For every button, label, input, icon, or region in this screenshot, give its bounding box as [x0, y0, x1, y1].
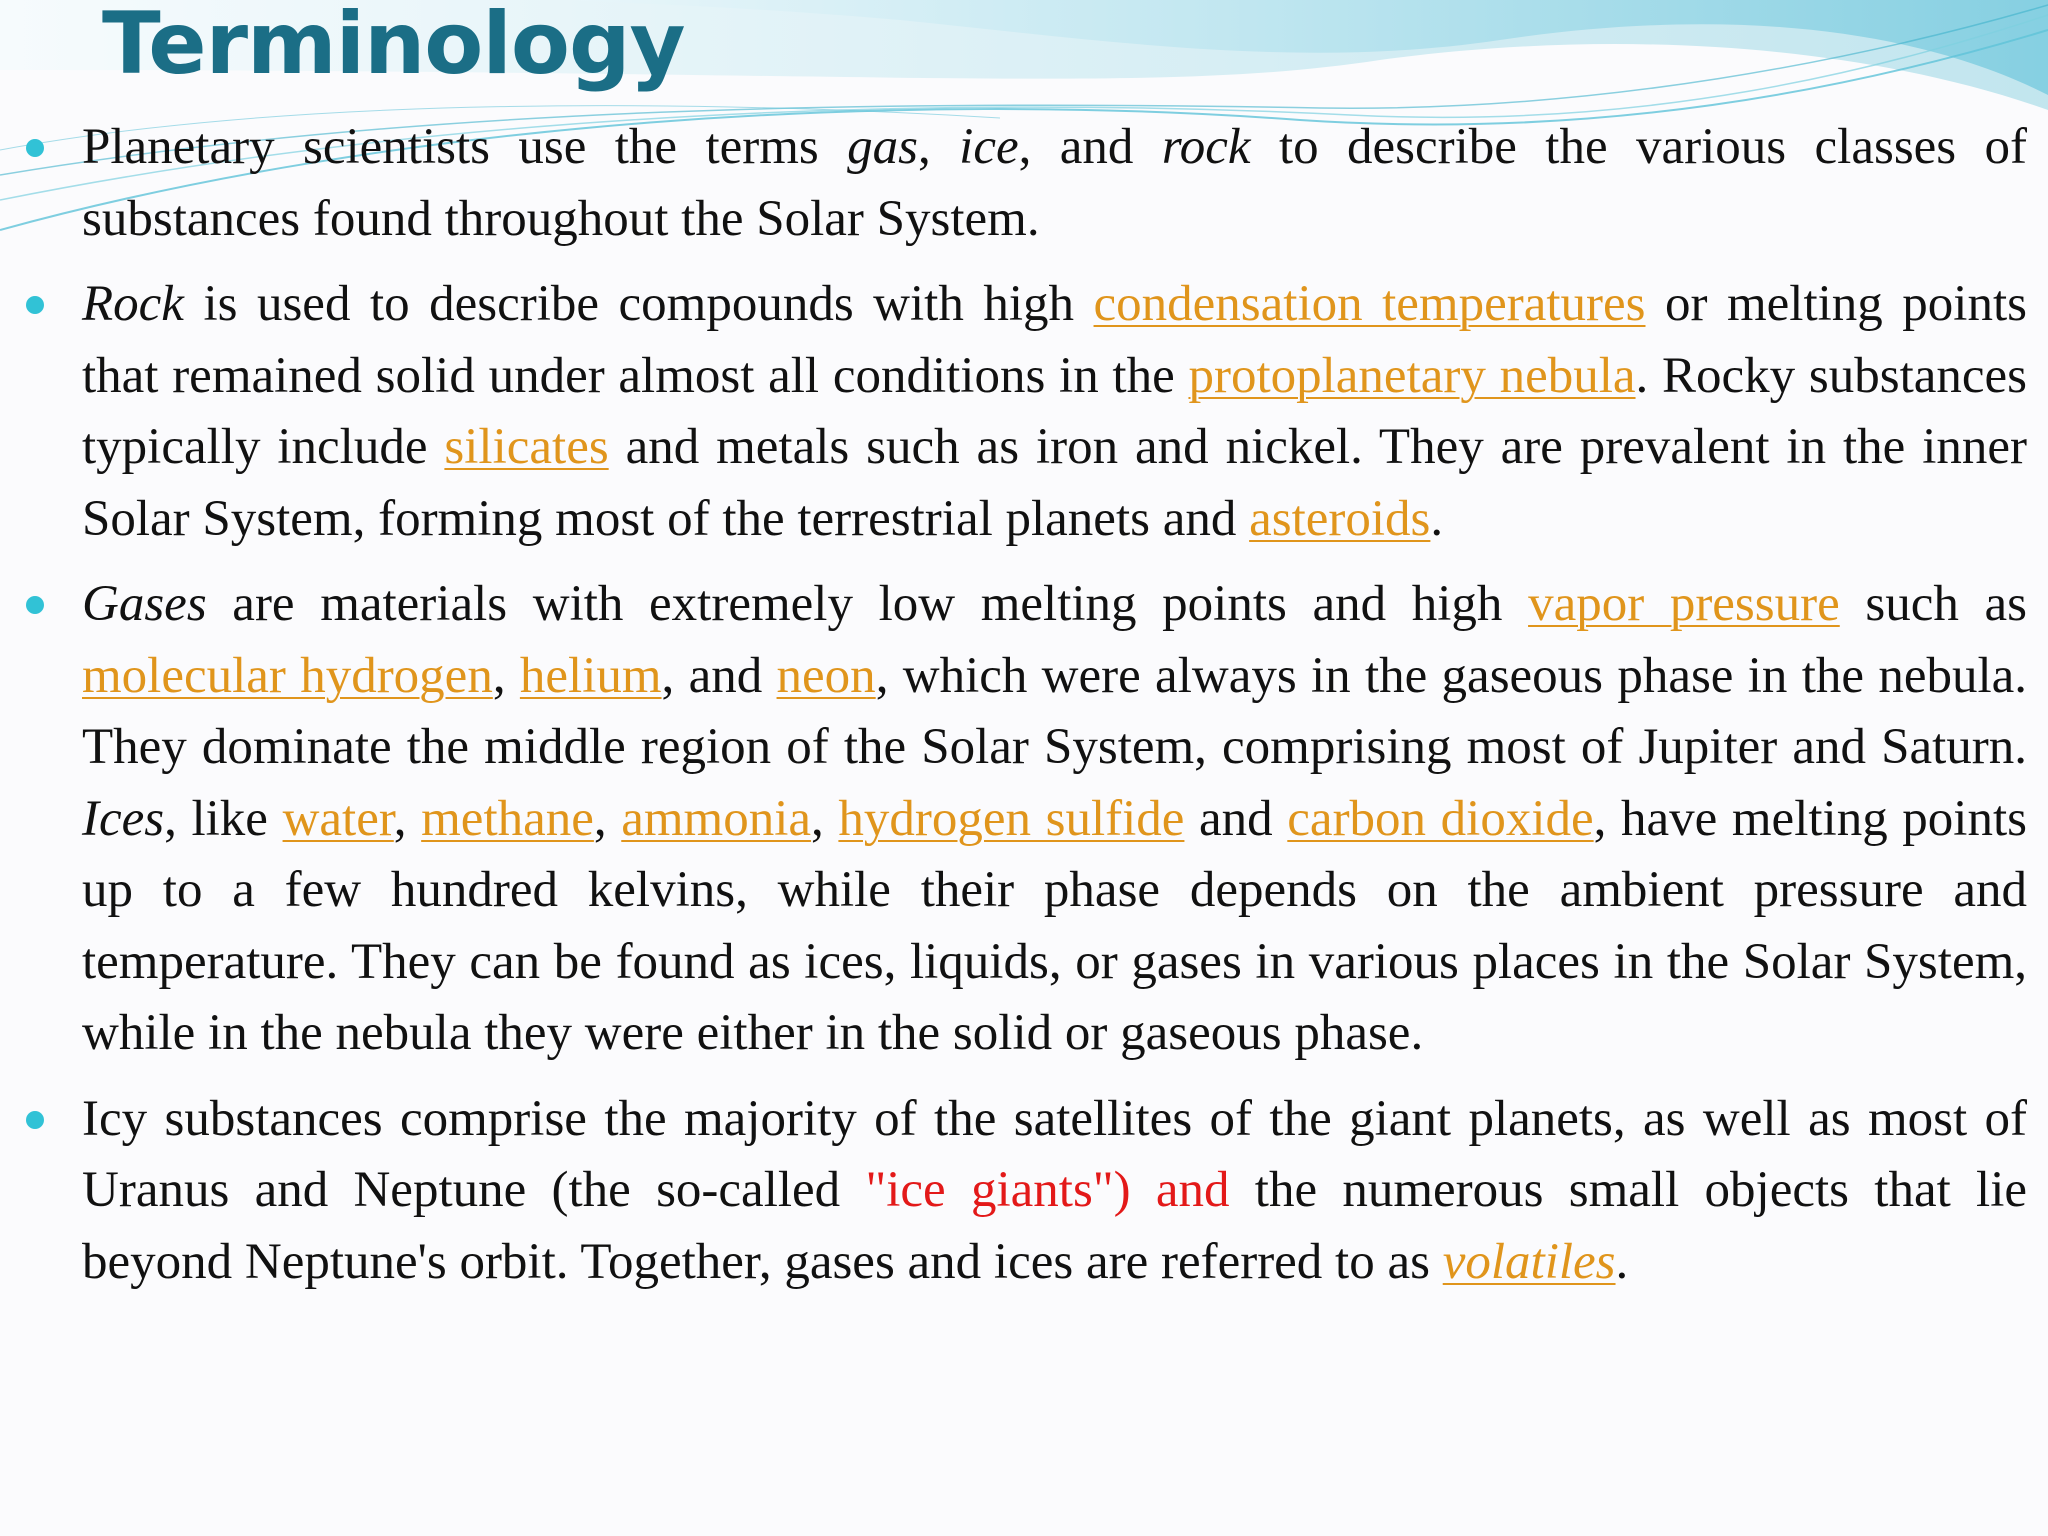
text: , [593, 790, 622, 847]
emphasis-rock: rock [1161, 119, 1251, 175]
text: , [918, 119, 960, 175]
emphasis-ice: ice [959, 119, 1019, 175]
link-carbon-dioxide[interactable]: carbon dioxide [1287, 790, 1594, 847]
link-water[interactable]: water [282, 790, 394, 847]
text: the numerous small objects that lie beyond Neptune's orbit. Together, gases and ices are referred to as [82, 1162, 2027, 1290]
emphasis-rock: Rock [82, 276, 184, 332]
bullet-dot-icon [26, 596, 44, 614]
text: , and [661, 647, 777, 704]
link-molecular-hydrogen[interactable]: molecular hydrogen [82, 647, 493, 704]
highlight-ice-giants: "ice giants") and [865, 1162, 1230, 1218]
bullet-paragraph-terms [0, 112, 2048, 255]
link-helium[interactable]: helium [519, 647, 662, 704]
link-asteroids[interactable]: asteroids [1249, 490, 1431, 547]
text: to describe the various classes of substances found throughout the Solar System. [82, 119, 2028, 247]
text: Icy substances comprise the majority of the satellites of the giant planets, as well as most of Uranus and Neptune (the so-called [82, 1090, 2027, 1218]
slide-content [0, 112, 2048, 1312]
link-protoplanetary-nebula[interactable]: protoplanetary nebula [1188, 347, 1636, 404]
bullet-paragraph-rock [0, 269, 2048, 555]
emphasis-gases: Gases [82, 576, 207, 632]
text: and [1184, 790, 1288, 847]
text: , which were always in the gaseous phase in the nebula. They dominate the middle region of the Solar System, comprising most of Jupiter and Saturn. [82, 647, 2028, 775]
text: is used to describe compounds with high [183, 276, 1094, 332]
text: , [492, 647, 520, 704]
link-neon[interactable]: neon [776, 647, 876, 704]
text: or melting points that remained solid under almost all conditions in the [82, 276, 2027, 404]
text: , [393, 790, 422, 847]
text: , have melting points up to a few hundred kelvins, while their phase depends on the ambient pressure and temperature. They can be found as ices, liquids, or gases in various places in the Solar System, while in the nebula they were either in the solid or gaseous phase. [82, 790, 2027, 1061]
text: are materials with extremely low melting points and high [206, 576, 1529, 632]
link-methane[interactable]: methane [421, 790, 594, 847]
link-condensation-temperatures[interactable]: condensation temperatures [1093, 276, 1646, 332]
text: Planetary scientists use the terms [82, 119, 848, 175]
link-volatiles[interactable]: volatiles [1442, 1233, 1616, 1290]
bullet-dot-icon [26, 139, 44, 157]
text: such as [1839, 576, 2027, 632]
bullet-dot-icon [26, 1111, 44, 1129]
text: , and [1018, 119, 1162, 175]
text: . [1615, 1233, 1629, 1290]
link-vapor-pressure[interactable]: vapor pressure [1528, 576, 1840, 632]
text: , [811, 790, 839, 847]
emphasis-ices: Ices [82, 790, 165, 847]
text: . Rocky substances typically include [82, 347, 2028, 475]
emphasis-gas: gas [847, 119, 919, 175]
link-ammonia[interactable]: ammonia [621, 790, 812, 847]
link-hydrogen-sulfide[interactable]: hydrogen sulfide [838, 790, 1185, 847]
bullet-dot-icon [26, 296, 44, 314]
link-silicates[interactable]: silicates [444, 419, 609, 475]
text: and metals such as iron and nickel. They are prevalent in the inner Solar System, forming most of the terrestrial planets and [82, 419, 2028, 547]
text: , like [164, 790, 283, 847]
bullet-paragraph-icy [0, 1084, 2048, 1299]
slide-title: Terminology [102, 0, 685, 94]
text: . [1430, 490, 1444, 547]
bullet-paragraph-gases [0, 569, 2048, 1070]
